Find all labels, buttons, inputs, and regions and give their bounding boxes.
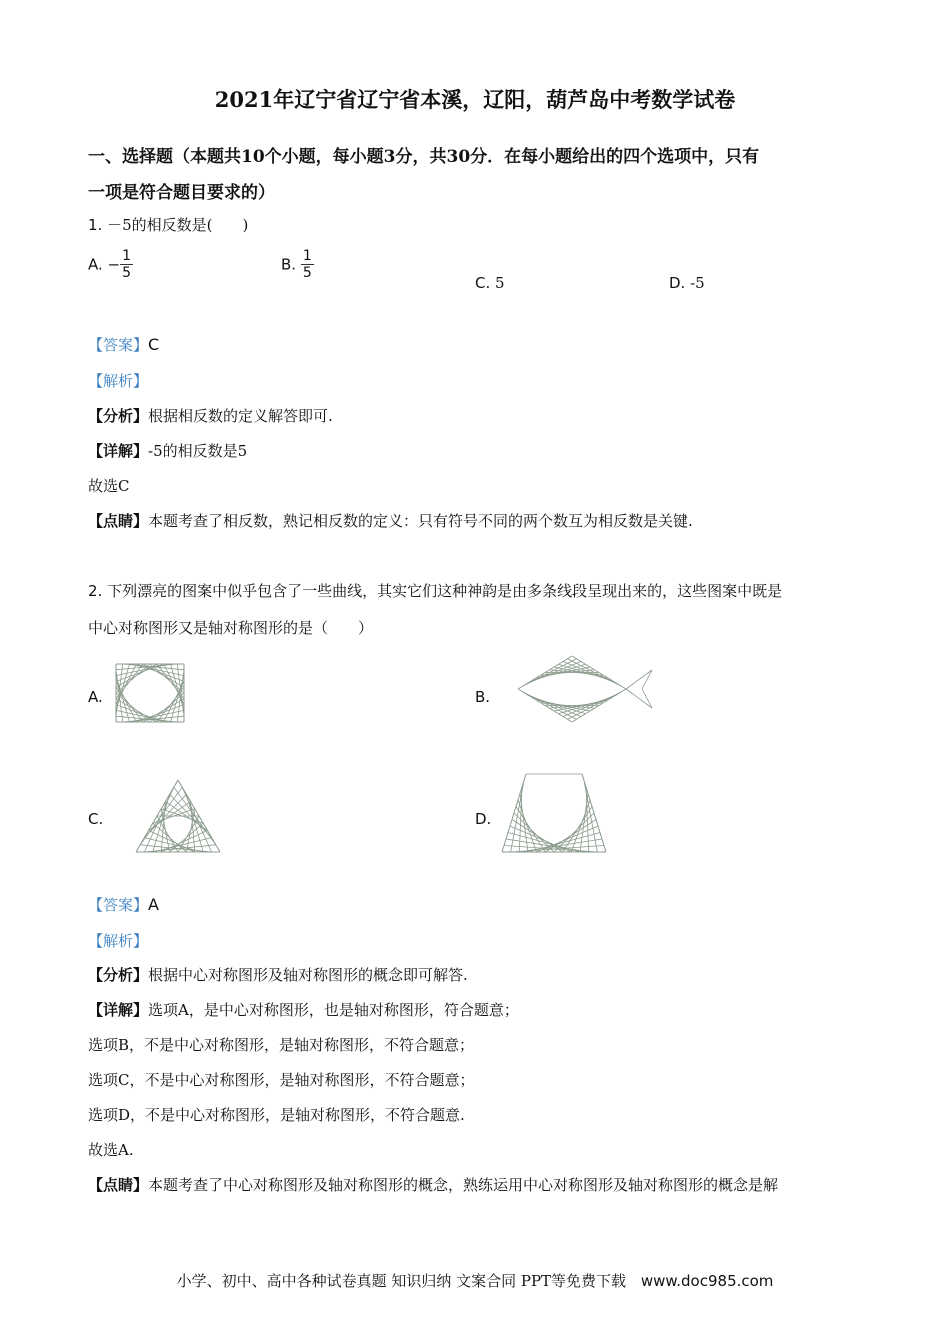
q2-number: 2. <box>88 582 103 600</box>
q2-stem-cont: 中心对称图形又是轴对称图形的是（ ） <box>88 619 374 637</box>
q2-xiangjie: 【详解】选项A，是中心对称图形，也是轴对称图形，符合题意； <box>88 1001 519 1019</box>
fraction: $\frac{1}{5}$ <box>302 248 312 281</box>
footer-site-link[interactable]: www.doc985.com <box>640 1272 774 1290</box>
section-heading: 一、选择题（本题共10个小题，每小题3分，共30分．在每小题给出的四个选项中，只有 <box>88 147 760 167</box>
pattern-line <box>506 839 589 852</box>
q1-option-d: D. -5 <box>669 274 705 292</box>
pattern-line <box>642 689 652 708</box>
pattern-line <box>161 809 169 852</box>
fraction: $\frac{1}{5}$ <box>122 248 132 281</box>
q1-number: 1. <box>88 216 103 234</box>
q2-fenxi: 【分析】根据中心对称图形及轴对称图形的概念即可解答. <box>88 966 468 984</box>
q1-dianjing: 【点睛】本题考查了相反数，熟记相反数的定义：只有符号不同的两个数互为相反数是关键. <box>88 512 693 530</box>
footer <box>0 1270 950 1291</box>
q1-option-a: A. − $\frac{1}{5}$ <box>88 248 132 281</box>
fish-pattern-figure <box>512 652 658 726</box>
page-title: 2021年辽宁省辽宁省本溪，辽阳，葫芦岛中考数学试卷 <box>214 87 736 112</box>
q2-line-b: 选项B，不是中心对称图形，是轴对称图形，不符合题意； <box>88 1036 475 1054</box>
triangle-pattern-figure <box>132 776 224 856</box>
pattern-line <box>161 830 207 852</box>
q1-option-c: C. 5 <box>475 274 505 292</box>
q2-analysis-tag: 【解析】 <box>88 932 149 950</box>
pattern-line <box>626 689 652 708</box>
pattern-line <box>164 664 184 705</box>
q2-option-a-label: A. <box>88 688 103 706</box>
footer-text: 小学、初中、高中各种试卷真题 知识归纳 文案合同 PPT等免费下载 <box>176 1272 627 1290</box>
q1-stem-text: －5的相反数是( ) <box>107 216 249 234</box>
pattern-line <box>144 845 215 852</box>
q2-line-c: 选项C，不是中心对称图形，是轴对称图形，不符合题意； <box>88 1071 475 1089</box>
trapezoid-pattern-figure <box>498 768 610 856</box>
pattern-line <box>144 787 173 852</box>
q1-stem <box>88 214 248 235</box>
pattern-line <box>519 839 602 852</box>
pattern-line <box>642 670 652 689</box>
q1-option-b: B. $\frac{1}{5}$ <box>281 248 312 281</box>
q1-analysis-tag: 【解析】 <box>88 372 149 390</box>
q1-fenxi: 【分析】根据相反数的定义解答即可. <box>88 407 333 425</box>
q2-choose: 故选A. <box>88 1141 134 1159</box>
q2-stem: 2. 下列漂亮的图案中似乎包含了一些曲线，其实它们这种神韵是由多条线段呈现出来的，这些图案中既是 <box>88 582 783 600</box>
pattern-line <box>116 681 136 722</box>
q2-dianjing: 【点睛】本题考查了中心对称图形及轴对称图形的概念，熟练运用中心对称图形及轴对称图形的概念是解 <box>88 1176 779 1194</box>
q1-xiangjie: 【详解】-5的相反数是5 <box>88 442 248 460</box>
square-curve-pattern-figure <box>112 660 188 726</box>
q2-option-d-label: D. <box>475 810 492 828</box>
pattern-line <box>626 670 652 689</box>
q1-choose: 故选C <box>88 477 130 495</box>
q2-answer: 【答案】A <box>88 895 159 914</box>
q2-option-b-label: B. <box>475 688 491 706</box>
q1-answer: 【答案】C <box>88 335 160 354</box>
q2-line-d: 选项D，不是中心对称图形，是轴对称图形，不符合题意. <box>88 1106 465 1124</box>
section-heading-cont: 一项是符合题目要求的） <box>88 183 275 203</box>
q2-option-c-label: C. <box>88 810 104 828</box>
